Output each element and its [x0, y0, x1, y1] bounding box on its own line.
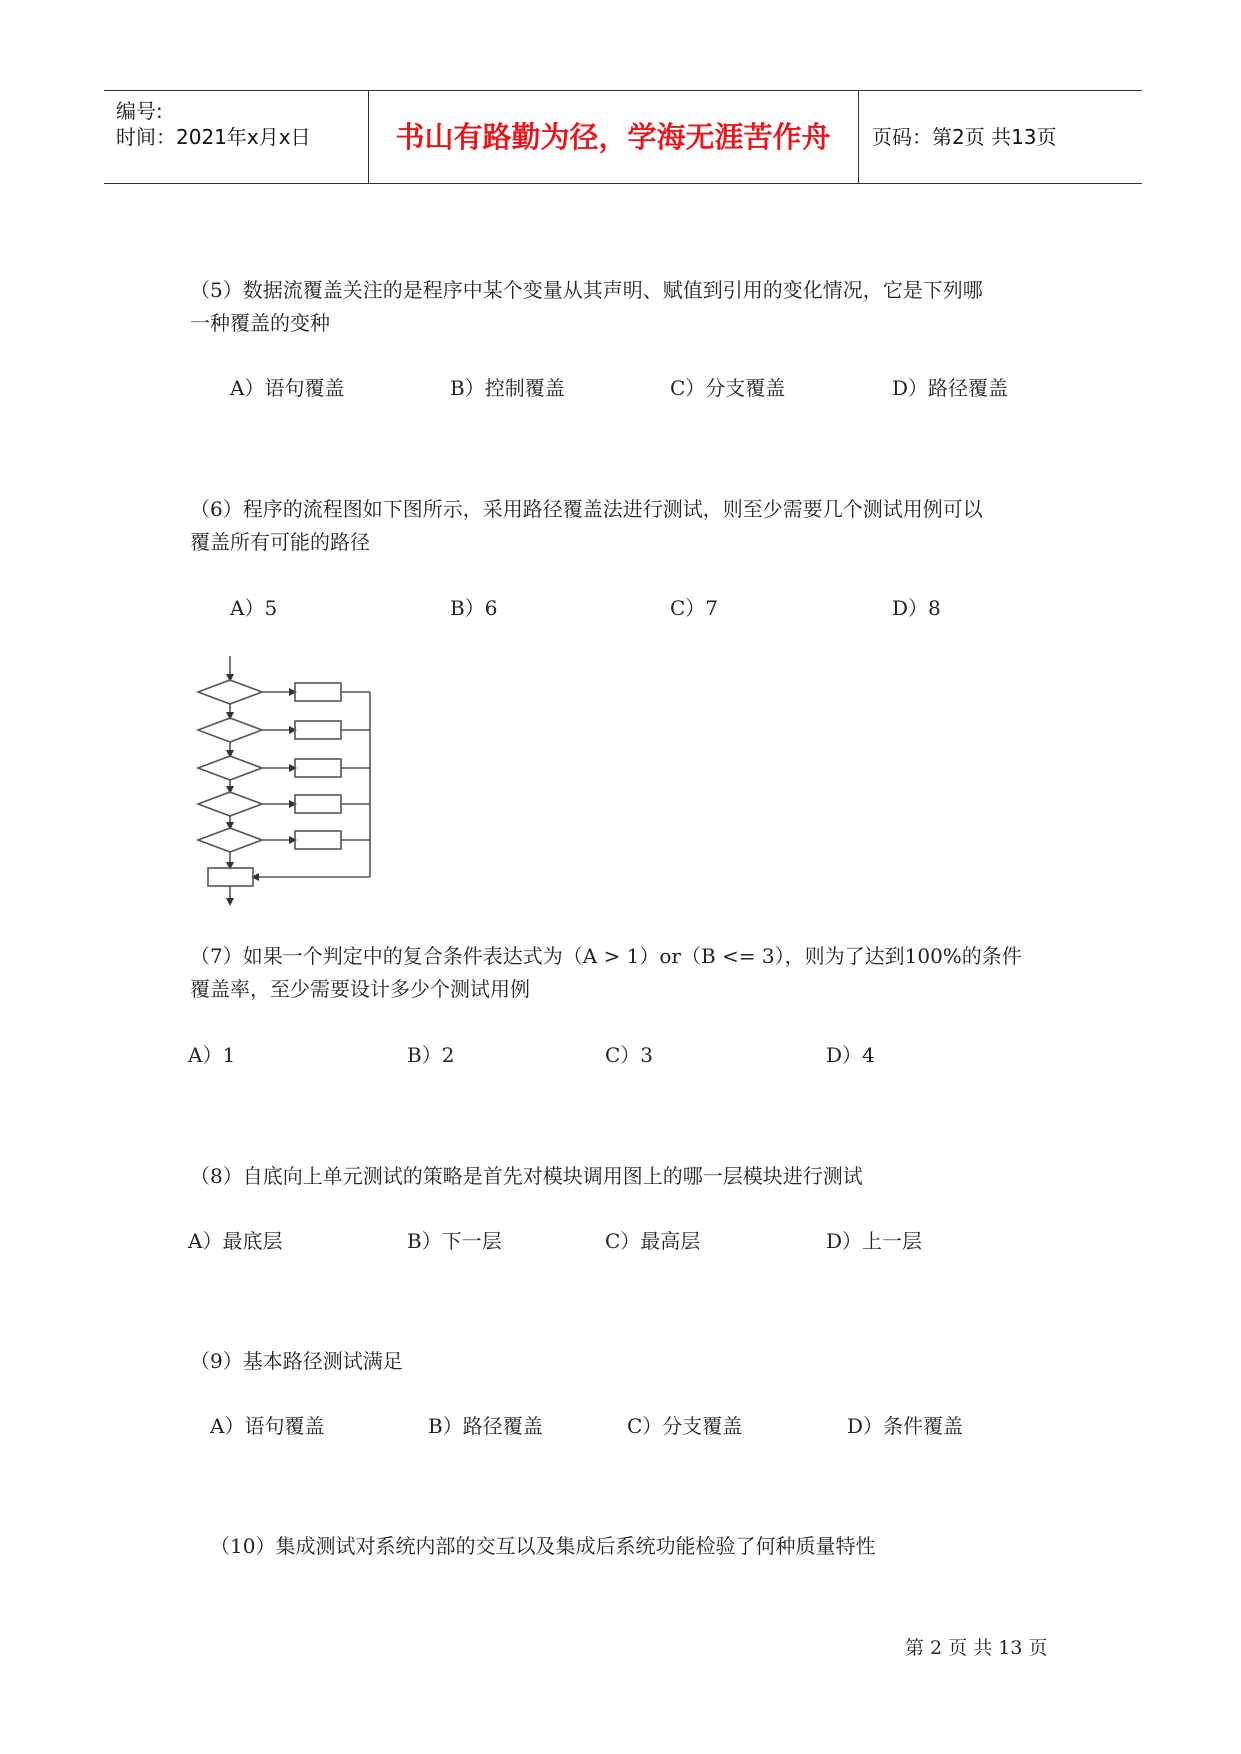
- decision-node: [198, 756, 262, 780]
- question-text: 覆盖率，至少需要设计多少个测试用例: [190, 977, 530, 1001]
- option-b: B）6: [450, 596, 498, 620]
- question-text: 一种覆盖的变种: [190, 311, 330, 335]
- process-node: [295, 721, 341, 739]
- serial-label: 编号:: [116, 99, 163, 123]
- question-text: （9）基本路径测试满足: [190, 1349, 403, 1373]
- option-d: D）8: [892, 596, 941, 620]
- process-node: [295, 831, 341, 849]
- decision-node: [198, 718, 262, 742]
- question-10: [210, 1530, 875, 1563]
- option-c: C）分支覆盖: [627, 1414, 743, 1438]
- option-a: A）1: [188, 1043, 236, 1067]
- option-a: A）语句覆盖: [210, 1414, 325, 1438]
- option-c: C）3: [605, 1043, 654, 1067]
- process-node: [208, 868, 253, 886]
- question-text: （5）数据流覆盖关注的是程序中某个变量从其声明、赋值到引用的变化情况，它是下列哪: [190, 278, 983, 302]
- header-motto: 书山有路勤为径，学海无涯苦作舟: [395, 120, 831, 154]
- question-text: （8）自底向上单元测试的策略是首先对模块调用图上的哪一层模块进行测试: [190, 1164, 863, 1188]
- decision-node: [198, 828, 262, 852]
- option-a: A）5: [230, 596, 278, 620]
- process-node: [295, 683, 341, 701]
- option-a: A）语句覆盖: [230, 376, 345, 400]
- option-b: B）控制覆盖: [450, 376, 565, 400]
- option-b: B）下一层: [407, 1229, 502, 1253]
- question-7: [190, 940, 1022, 1006]
- option-b: B）2: [407, 1043, 455, 1067]
- flowchart-figure: [193, 648, 378, 908]
- decision-node: [198, 792, 262, 816]
- question-8: [190, 1160, 863, 1193]
- option-c: C）最高层: [605, 1229, 701, 1253]
- option-c: C）分支覆盖: [670, 376, 786, 400]
- header-divider: [858, 91, 859, 183]
- question-text: 覆盖所有可能的路径: [190, 530, 370, 554]
- question-6: [190, 493, 983, 559]
- process-node: [295, 759, 341, 777]
- question-5: [190, 274, 983, 340]
- question-text: （7）如果一个判定中的复合条件表达式为（A > 1）or（B <= 3），则为了达到100%的条件: [190, 944, 1022, 968]
- time-label: 时间：2021年x月x日: [116, 125, 311, 149]
- option-d: D）路径覆盖: [892, 376, 1009, 400]
- option-d: D）4: [826, 1043, 875, 1067]
- page-footer: 第 2 页 共 13 页: [905, 1637, 1048, 1659]
- page-header: [104, 90, 1142, 184]
- option-d: D）上一层: [826, 1229, 923, 1253]
- process-node: [295, 795, 341, 813]
- header-page-info: 页码：第2页 共13页: [872, 125, 1057, 149]
- option-a: A）最底层: [188, 1229, 283, 1253]
- option-c: C）7: [670, 596, 719, 620]
- option-d: D）条件覆盖: [847, 1414, 964, 1438]
- question-9: [190, 1345, 403, 1378]
- question-text: （6）程序的流程图如下图所示，采用路径覆盖法进行测试，则至少需要几个测试用例可以: [190, 497, 983, 521]
- question-text: （10）集成测试对系统内部的交互以及集成后系统功能检验了何种质量特性: [210, 1534, 876, 1558]
- option-b: B）路径覆盖: [428, 1414, 543, 1438]
- header-meta: [116, 91, 366, 183]
- decision-node: [198, 680, 262, 704]
